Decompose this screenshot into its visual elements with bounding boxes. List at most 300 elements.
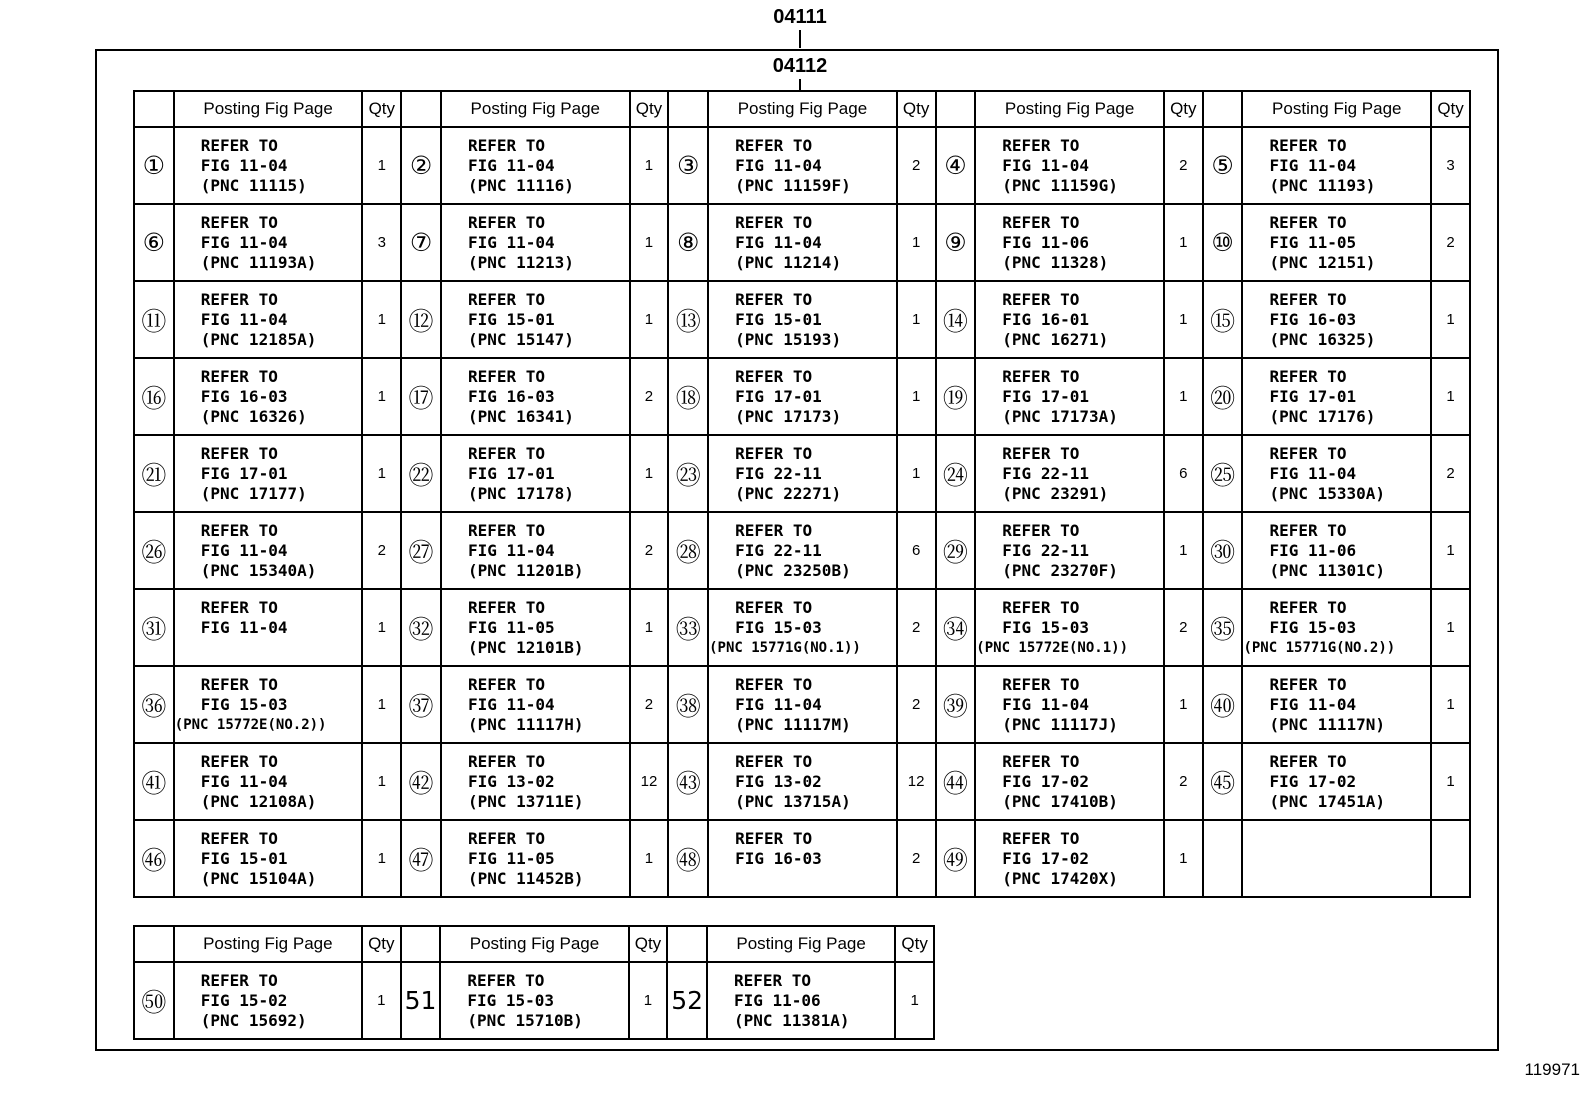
item-qty: 2 bbox=[362, 512, 401, 589]
item-reference bbox=[174, 204, 363, 281]
item-qty: 1 bbox=[897, 281, 936, 358]
item-number: ㉙ bbox=[936, 512, 976, 589]
item-qty: 1 bbox=[1431, 358, 1470, 435]
item-reference bbox=[975, 743, 1164, 820]
table-row bbox=[134, 962, 934, 1039]
item-reference bbox=[174, 589, 363, 666]
reference-line-l3: (PNC 15340A) bbox=[200, 560, 317, 580]
reference-line-l3: (PNC 23250B) bbox=[735, 560, 851, 580]
item-number: ⑪ bbox=[134, 281, 174, 358]
assembly-code-inner: 04112 bbox=[772, 55, 828, 77]
reference-line-l2: FIG 15-02 bbox=[200, 990, 288, 1010]
header-qty: Qty bbox=[1431, 91, 1470, 127]
item-reference bbox=[708, 127, 897, 204]
reference-line-l2: FIG 17-01 bbox=[1002, 386, 1089, 406]
reference-line-l2: FIG 11-05 bbox=[467, 617, 555, 637]
reference-line-l1: REFER TO bbox=[467, 366, 545, 386]
reference-line-l3: (PNC 23291) bbox=[1002, 483, 1109, 503]
item-reference bbox=[1242, 589, 1431, 666]
item-number: ㊸ bbox=[668, 743, 708, 820]
table-row bbox=[134, 589, 1470, 666]
item-qty: 1 bbox=[362, 589, 401, 666]
item-reference bbox=[174, 820, 363, 897]
item-reference bbox=[708, 743, 897, 820]
reference-line-l3: (PNC 11115) bbox=[200, 175, 307, 195]
item-qty: 1 bbox=[1431, 666, 1470, 743]
item-qty: 1 bbox=[897, 204, 936, 281]
item-reference bbox=[1242, 743, 1431, 820]
item-reference bbox=[1242, 512, 1431, 589]
item-qty: 1 bbox=[897, 358, 936, 435]
reference-line-l1: REFER TO bbox=[467, 135, 545, 155]
header-posting-fig-page: Posting Fig Page bbox=[1242, 91, 1431, 127]
reference-line-l2: FIG 11-04 bbox=[735, 232, 822, 252]
item-qty bbox=[1431, 820, 1470, 897]
item-reference bbox=[441, 820, 630, 897]
item-number: ㉑ bbox=[134, 435, 174, 512]
item-qty: 1 bbox=[362, 358, 401, 435]
item-number: ⑰ bbox=[401, 358, 441, 435]
reference-line-l2: FIG 15-03 bbox=[1269, 617, 1357, 637]
reference-line-l1: REFER TO bbox=[467, 597, 545, 617]
reference-line-l2: FIG 17-02 bbox=[1002, 771, 1089, 791]
reference-line-l1: REFER TO bbox=[735, 366, 813, 386]
reference-line-l2: FIG 11-04 bbox=[467, 232, 555, 252]
table-row bbox=[134, 204, 1470, 281]
header-qty: Qty bbox=[362, 91, 401, 127]
item-reference bbox=[708, 666, 897, 743]
reference-line-l3: (PNC 17173A) bbox=[1002, 406, 1118, 426]
item-number: ⑲ bbox=[936, 358, 976, 435]
item-qty: 1 bbox=[630, 820, 669, 897]
reference-line-l1: REFER TO bbox=[735, 828, 813, 848]
item-qty: 1 bbox=[1164, 204, 1203, 281]
item-reference bbox=[708, 435, 897, 512]
reference-line-l3: (PNC 11159F) bbox=[735, 175, 851, 195]
reference-line-l3: (PNC 15147) bbox=[467, 329, 574, 349]
reference-line-l3: (PNC 11117N) bbox=[1269, 714, 1386, 734]
reference-line-l3: (PNC 15330A) bbox=[1269, 483, 1386, 503]
item-reference bbox=[708, 204, 897, 281]
reference-line-l3: (PNC 11193A) bbox=[200, 252, 317, 272]
reference-line-l2: FIG 11-04 bbox=[467, 155, 555, 175]
header-blank-cell bbox=[936, 91, 976, 127]
item-reference bbox=[708, 358, 897, 435]
item-qty: 1 bbox=[362, 820, 401, 897]
item-qty: 1 bbox=[630, 281, 669, 358]
item-qty: 1 bbox=[630, 589, 669, 666]
item-reference bbox=[975, 512, 1164, 589]
header-blank-cell bbox=[401, 926, 441, 962]
item-qty: 2 bbox=[1164, 589, 1203, 666]
reference-line-l1: REFER TO bbox=[200, 970, 278, 990]
item-qty: 1 bbox=[630, 435, 669, 512]
reference-line-l1: REFER TO bbox=[467, 828, 545, 848]
item-reference bbox=[1242, 435, 1431, 512]
reference-line-l3: (PNC 15772E(NO.1)) bbox=[976, 639, 1128, 656]
item-number: ㉜ bbox=[401, 589, 441, 666]
item-qty: 2 bbox=[897, 666, 936, 743]
figure-id: 119971 bbox=[1524, 1060, 1580, 1079]
reference-line-l2: FIG 11-06 bbox=[1269, 540, 1357, 560]
assembly-code-outer: 04111 bbox=[773, 6, 827, 28]
reference-line-l3: (PNC 22271) bbox=[735, 483, 842, 503]
reference-line-l1: REFER TO bbox=[200, 674, 278, 694]
item-number: ㊱ bbox=[134, 666, 174, 743]
item-reference bbox=[174, 127, 363, 204]
item-qty: 1 bbox=[629, 962, 668, 1039]
item-number: ㊳ bbox=[668, 666, 708, 743]
table-row bbox=[134, 127, 1470, 204]
reference-line-l1: REFER TO bbox=[735, 674, 813, 694]
item-number: ② bbox=[401, 127, 441, 204]
reference-line-l3: (PNC 13715A) bbox=[735, 791, 851, 811]
item-reference bbox=[1242, 820, 1431, 897]
item-number: ㉖ bbox=[134, 512, 174, 589]
reference-line-l3: (PNC 15772E(NO.2)) bbox=[174, 716, 327, 733]
reference-line-l1: REFER TO bbox=[200, 828, 278, 848]
reference-line-l2: FIG 15-01 bbox=[200, 848, 288, 868]
item-qty: 1 bbox=[1164, 358, 1203, 435]
reference-line-l3: (PNC 11328) bbox=[1002, 252, 1109, 272]
reference-line-l1: REFER TO bbox=[467, 443, 545, 463]
reference-line-l2: FIG 11-04 bbox=[467, 540, 555, 560]
item-number: ㊲ bbox=[401, 666, 441, 743]
item-qty: 6 bbox=[1164, 435, 1203, 512]
item-reference bbox=[975, 666, 1164, 743]
reference-line-l2: FIG 17-01 bbox=[200, 463, 288, 483]
reference-line-l2: FIG 17-02 bbox=[1269, 771, 1357, 791]
reference-line-l3: (PNC 15193) bbox=[735, 329, 842, 349]
reference-line-l3: (PNC 17410B) bbox=[1002, 791, 1118, 811]
item-number: ⑬ bbox=[668, 281, 708, 358]
reference-line-l3: (PNC 15104A) bbox=[200, 868, 317, 888]
item-qty: 2 bbox=[897, 589, 936, 666]
reference-line-l1: REFER TO bbox=[735, 520, 813, 540]
reference-line-l3: (PNC 11301C) bbox=[1269, 560, 1386, 580]
reference-line-l2: FIG 15-03 bbox=[1002, 617, 1089, 637]
reference-line-l3: (PNC 11214) bbox=[735, 252, 842, 272]
header-posting-fig-page: Posting Fig Page bbox=[174, 926, 362, 962]
item-qty: 1 bbox=[1431, 743, 1470, 820]
item-number: ⑱ bbox=[668, 358, 708, 435]
header-blank-cell bbox=[667, 926, 707, 962]
reference-line-l2: FIG 22-11 bbox=[735, 540, 822, 560]
item-reference bbox=[707, 962, 895, 1039]
item-reference bbox=[174, 512, 363, 589]
item-qty: 6 bbox=[897, 512, 936, 589]
item-reference bbox=[708, 281, 897, 358]
item-number: ㉒ bbox=[401, 435, 441, 512]
table-header-row bbox=[134, 926, 934, 962]
item-reference bbox=[1242, 204, 1431, 281]
item-reference bbox=[975, 204, 1164, 281]
item-number: ㉓ bbox=[668, 435, 708, 512]
reference-line-l1: REFER TO bbox=[1002, 366, 1080, 386]
table-row bbox=[134, 281, 1470, 358]
reference-line-l3: (PNC 17177) bbox=[200, 483, 307, 503]
reference-line-l3: (PNC 16325) bbox=[1269, 329, 1376, 349]
item-number: ㉔ bbox=[936, 435, 976, 512]
reference-line-l3: (PNC 16326) bbox=[200, 406, 307, 426]
item-reference bbox=[975, 358, 1164, 435]
parts-table-main bbox=[133, 90, 1471, 898]
reference-line-l3: (PNC 11452B) bbox=[467, 868, 584, 888]
reference-line-l3: (PNC 15692) bbox=[200, 1010, 307, 1030]
item-number: ㊻ bbox=[134, 820, 174, 897]
reference-line-l1: REFER TO bbox=[1002, 289, 1080, 309]
item-number: ㊷ bbox=[401, 743, 441, 820]
item-qty: 2 bbox=[1431, 435, 1470, 512]
reference-line-l2: FIG 17-01 bbox=[1269, 386, 1357, 406]
item-qty: 1 bbox=[1164, 666, 1203, 743]
item-number: ① bbox=[134, 127, 174, 204]
reference-line-l2: FIG 13-02 bbox=[735, 771, 822, 791]
item-qty: 1 bbox=[630, 127, 669, 204]
reference-line-l3: (PNC 16341) bbox=[467, 406, 574, 426]
item-reference bbox=[441, 435, 630, 512]
reference-line-l1: REFER TO bbox=[467, 674, 545, 694]
table-row bbox=[134, 820, 1470, 897]
item-reference bbox=[441, 666, 630, 743]
reference-line-l2: FIG 11-06 bbox=[733, 990, 821, 1010]
item-reference bbox=[174, 666, 363, 743]
item-reference bbox=[174, 435, 363, 512]
reference-line-l2: FIG 11-04 bbox=[467, 694, 555, 714]
reference-line-l2: FIG 11-04 bbox=[200, 617, 288, 637]
reference-line-l2: FIG 17-01 bbox=[467, 463, 555, 483]
item-qty: 2 bbox=[1164, 743, 1203, 820]
item-qty: 1 bbox=[362, 435, 401, 512]
parts-table-secondary bbox=[133, 925, 935, 1040]
reference-line-l2: FIG 17-01 bbox=[735, 386, 822, 406]
reference-line-l2: FIG 11-04 bbox=[200, 155, 288, 175]
item-number: ㊺ bbox=[1203, 743, 1243, 820]
item-qty: 2 bbox=[630, 512, 669, 589]
header-posting-fig-page: Posting Fig Page bbox=[174, 91, 363, 127]
reference-line-l3: (PNC 17451A) bbox=[1269, 791, 1386, 811]
reference-line-l1: REFER TO bbox=[735, 212, 813, 232]
item-qty: 2 bbox=[630, 358, 669, 435]
item-qty: 1 bbox=[897, 435, 936, 512]
item-number: ㉕ bbox=[1203, 435, 1243, 512]
reference-line-l1: REFER TO bbox=[735, 289, 813, 309]
reference-line-l2: FIG 15-01 bbox=[467, 309, 555, 329]
reference-line-l1: REFER TO bbox=[200, 443, 278, 463]
reference-line-l3: (PNC 12108A) bbox=[200, 791, 317, 811]
header-blank-cell bbox=[1203, 91, 1243, 127]
item-reference bbox=[174, 743, 363, 820]
reference-line-l2: FIG 16-03 bbox=[467, 386, 555, 406]
reference-line-l1: REFER TO bbox=[1002, 443, 1080, 463]
item-number: ㉘ bbox=[668, 512, 708, 589]
reference-line-l2: FIG 11-04 bbox=[200, 309, 288, 329]
reference-line-l1: REFER TO bbox=[1002, 135, 1080, 155]
item-number: ⑭ bbox=[936, 281, 976, 358]
item-number: ③ bbox=[668, 127, 708, 204]
item-number: ㊹ bbox=[936, 743, 976, 820]
item-number: ㊶ bbox=[134, 743, 174, 820]
reference-line-l1: REFER TO bbox=[1269, 289, 1347, 309]
item-number: ⑧ bbox=[668, 204, 708, 281]
reference-line-l1: REFER TO bbox=[735, 751, 813, 771]
item-number: ⑯ bbox=[134, 358, 174, 435]
item-qty: 1 bbox=[1164, 281, 1203, 358]
header-posting-fig-page: Posting Fig Page bbox=[441, 91, 630, 127]
item-qty: 12 bbox=[630, 743, 669, 820]
item-number: ⑮ bbox=[1203, 281, 1243, 358]
item-reference bbox=[441, 204, 630, 281]
reference-line-l2: FIG 11-04 bbox=[1269, 694, 1357, 714]
item-reference bbox=[174, 358, 363, 435]
item-number: ㊾ bbox=[936, 820, 976, 897]
reference-line-l1: REFER TO bbox=[735, 135, 813, 155]
item-qty: 3 bbox=[362, 204, 401, 281]
reference-line-l2: FIG 15-03 bbox=[467, 990, 555, 1010]
table-row bbox=[134, 358, 1470, 435]
item-qty: 2 bbox=[630, 666, 669, 743]
item-number: ㉟ bbox=[1203, 589, 1243, 666]
reference-line-l1: REFER TO bbox=[1002, 520, 1080, 540]
reference-line-l3: (PNC 11193) bbox=[1269, 175, 1376, 195]
reference-line-l1: REFER TO bbox=[733, 970, 812, 990]
reference-line-l3: (PNC 16271) bbox=[1002, 329, 1109, 349]
reference-line-l2: FIG 16-03 bbox=[1269, 309, 1357, 329]
reference-line-l2: FIG 11-04 bbox=[200, 232, 288, 252]
reference-line-l1: REFER TO bbox=[467, 520, 545, 540]
item-number: ㊵ bbox=[1203, 666, 1243, 743]
reference-line-l1: REFER TO bbox=[200, 366, 278, 386]
reference-line-l1: REFER TO bbox=[735, 597, 813, 617]
reference-line-l1: REFER TO bbox=[1269, 212, 1347, 232]
item-number: ㊿ bbox=[134, 962, 174, 1039]
reference-line-l3: (PNC 12151) bbox=[1269, 252, 1376, 272]
reference-line-l3: (PNC 17178) bbox=[467, 483, 574, 503]
item-number: 51 bbox=[401, 962, 441, 1039]
item-reference bbox=[174, 281, 363, 358]
item-number: 52 bbox=[667, 962, 707, 1039]
item-number: ㉛ bbox=[134, 589, 174, 666]
header-posting-fig-page: Posting Fig Page bbox=[975, 91, 1164, 127]
item-qty: 1 bbox=[1431, 281, 1470, 358]
item-number: ㉚ bbox=[1203, 512, 1243, 589]
reference-line-l2: FIG 11-04 bbox=[1269, 155, 1357, 175]
reference-line-l2: FIG 11-05 bbox=[1269, 232, 1357, 252]
reference-line-l2: FIG 22-11 bbox=[1002, 463, 1089, 483]
item-qty: 1 bbox=[362, 127, 401, 204]
item-qty: 1 bbox=[362, 281, 401, 358]
header-blank-cell bbox=[134, 91, 174, 127]
table-header-row bbox=[134, 91, 1470, 127]
reference-line-l2: FIG 11-04 bbox=[200, 540, 288, 560]
reference-line-l1: REFER TO bbox=[467, 212, 545, 232]
reference-line-l2: FIG 11-05 bbox=[467, 848, 555, 868]
item-reference bbox=[441, 127, 630, 204]
reference-line-l1: REFER TO bbox=[1269, 597, 1347, 617]
item-qty: 1 bbox=[630, 204, 669, 281]
reference-line-l3: (PNC 12101B) bbox=[467, 637, 584, 657]
item-number: ⑤ bbox=[1203, 127, 1243, 204]
item-qty: 1 bbox=[1164, 820, 1203, 897]
item-reference bbox=[1242, 666, 1431, 743]
item-qty: 1 bbox=[362, 666, 401, 743]
reference-line-l2: FIG 11-04 bbox=[1002, 694, 1089, 714]
header-qty: Qty bbox=[629, 926, 668, 962]
item-reference bbox=[975, 281, 1164, 358]
item-reference bbox=[975, 435, 1164, 512]
item-reference bbox=[441, 281, 630, 358]
header-blank-cell bbox=[401, 91, 441, 127]
reference-line-l1: REFER TO bbox=[200, 597, 278, 617]
reference-line-l3: (PNC 11381A) bbox=[733, 1010, 850, 1030]
reference-line-l1: REFER TO bbox=[1002, 674, 1080, 694]
item-qty: 2 bbox=[897, 127, 936, 204]
reference-line-l2: FIG 11-04 bbox=[1002, 155, 1089, 175]
reference-line-l3: (PNC 23270F) bbox=[1002, 560, 1118, 580]
reference-line-l3: (PNC 11213) bbox=[467, 252, 574, 272]
reference-line-l2: FIG 13-02 bbox=[467, 771, 555, 791]
reference-line-l3 bbox=[175, 638, 362, 658]
item-reference bbox=[708, 589, 897, 666]
reference-line-l3: (PNC 11117M) bbox=[735, 714, 851, 734]
reference-line-l3 bbox=[709, 869, 896, 889]
reference-line-l1: REFER TO bbox=[1269, 751, 1347, 771]
header-blank-cell bbox=[134, 926, 174, 962]
reference-line-l1: REFER TO bbox=[1269, 674, 1347, 694]
header-qty: Qty bbox=[897, 91, 936, 127]
reference-line-l1: REFER TO bbox=[735, 443, 813, 463]
item-qty: 1 bbox=[895, 962, 934, 1039]
item-number: ⑦ bbox=[401, 204, 441, 281]
item-number: ⑥ bbox=[134, 204, 174, 281]
header-blank-cell bbox=[668, 91, 708, 127]
reference-line-l2: FIG 17-02 bbox=[1002, 848, 1089, 868]
reference-line-l3: (PNC 17420X) bbox=[1002, 868, 1118, 888]
item-number: ⑳ bbox=[1203, 358, 1243, 435]
item-qty: 2 bbox=[1164, 127, 1203, 204]
header-qty: Qty bbox=[1164, 91, 1203, 127]
reference-line-l1: REFER TO bbox=[1269, 366, 1347, 386]
reference-line-l3: (PNC 12185A) bbox=[200, 329, 317, 349]
header-posting-fig-page: Posting Fig Page bbox=[707, 926, 895, 962]
reference-line-l1: REFER TO bbox=[1269, 135, 1347, 155]
table-row bbox=[134, 435, 1470, 512]
reference-line-l1: REFER TO bbox=[200, 289, 278, 309]
reference-line-l1: REFER TO bbox=[1269, 443, 1347, 463]
table-row bbox=[134, 666, 1470, 743]
item-number: ⑫ bbox=[401, 281, 441, 358]
reference-line-l1: REFER TO bbox=[200, 520, 278, 540]
reference-line-l3: (PNC 11117H) bbox=[467, 714, 584, 734]
item-number: ⑨ bbox=[936, 204, 976, 281]
item-reference bbox=[441, 512, 630, 589]
reference-line-l1: REFER TO bbox=[467, 751, 545, 771]
reference-line-l1: REFER TO bbox=[467, 289, 545, 309]
reference-line-l1: REFER TO bbox=[1002, 828, 1080, 848]
item-qty: 2 bbox=[897, 820, 936, 897]
reference-line-l3: (PNC 11201B) bbox=[467, 560, 584, 580]
header-qty: Qty bbox=[630, 91, 669, 127]
reference-line-l3: (PNC 15771G(NO.1)) bbox=[709, 639, 861, 656]
item-number: ㊴ bbox=[936, 666, 976, 743]
reference-line-l3: (PNC 11117J) bbox=[1002, 714, 1118, 734]
item-reference bbox=[441, 589, 630, 666]
reference-line-l1: REFER TO bbox=[1002, 751, 1080, 771]
header-posting-fig-page: Posting Fig Page bbox=[708, 91, 897, 127]
reference-line-l1: REFER TO bbox=[1002, 212, 1080, 232]
item-reference bbox=[440, 962, 628, 1039]
item-qty: 1 bbox=[1431, 589, 1470, 666]
